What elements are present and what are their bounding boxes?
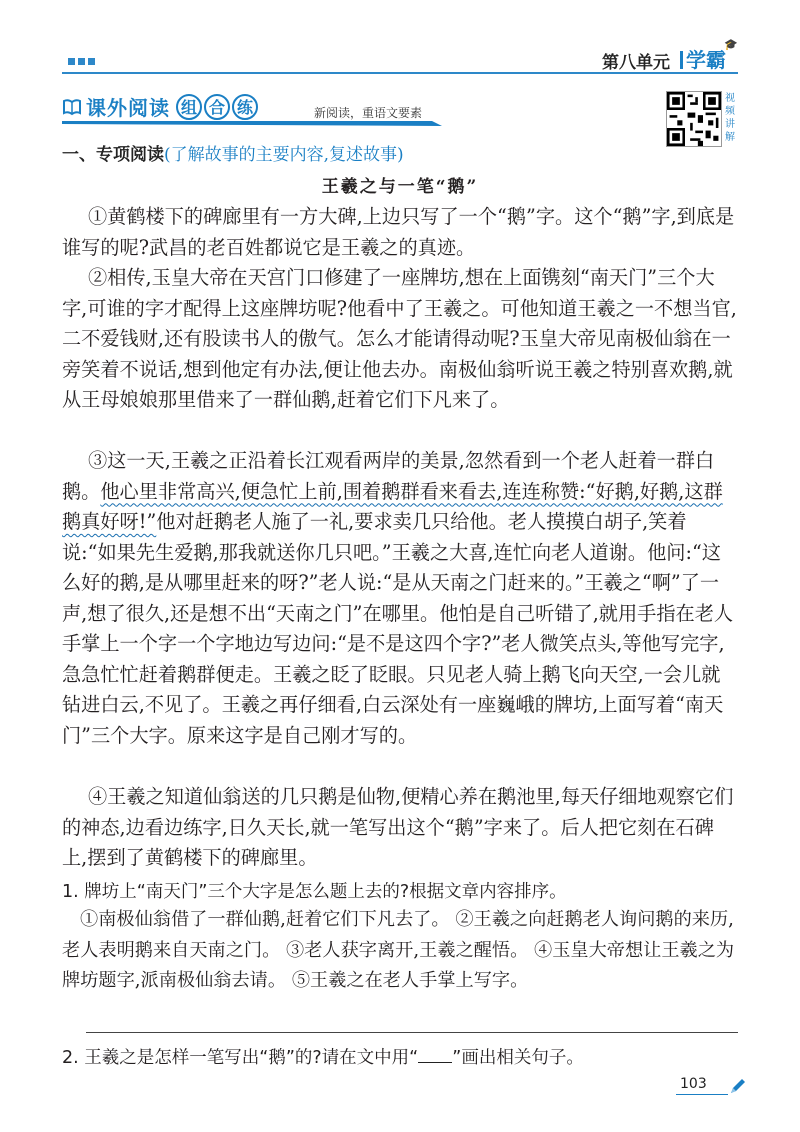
wavy-underlined-sentence: 他心里非常高兴,便急忙上前,围着鹅群看来看去,连连称赞:“好鹅,好鹅,这群鹅真好呀!” (62, 479, 723, 533)
paragraph-1 (62, 202, 738, 263)
paragraph-text: ①黄鹤楼下的碑廊里有一方大碑,上边只写了一个“鹅”字。这个“鹅”字,到底是谁写的呢?武昌的老百姓都说它是王羲之的真迹。 (62, 205, 735, 259)
graduation-cap-icon: 🎓 (724, 38, 738, 51)
question-2-text-end: ”画出相关句子。 (452, 1048, 584, 1068)
paragraph-2 (62, 263, 738, 416)
qr-code[interactable] (666, 91, 722, 147)
paragraph-text: 他对赶鹅老人施了一礼,要求卖几只给他。老人摸摸白胡子,笑着说:“如果先生爱鹅,那我就送你几只吧。”王羲之大喜,连忙向老人道谢。他问:“这么好的鹅,是从哪里赶来的呀?”老人说:“是从天南之门赶来的。”王羲之“啊”了一声,想了很久,还是想不出“天南之门”在哪里。他怕是自己听错了,就用手指在老人手掌上一个字一个字地边写边问:“是不是这四个字?”老人微笑点头,等他写完字,急急忙忙赶着鹅群便走。王羲之眨了眨眼。只见老人骑上鹅飞向天空,一会儿就钻进白云,不见了。王羲之再仔细看,白云深处有一座巍峨的牌坊,上面写着“南天门”三个大字。原来这字是自己刚才写的。 (62, 510, 734, 747)
unit-label: 第八单元 (602, 53, 670, 73)
paragraph-text: ④王羲之知道仙翁送的几只鹅是仙物,便精心养在鹅池里,每天仔细地观察它们的神态,边看边练字,日久天长,就一笔写出这个“鹅”字来了。后人把它刻在石碑上,摆到了黄鹤楼下的碑廊里。 (62, 785, 734, 869)
question-2 (62, 1044, 584, 1069)
underline-sample (418, 1048, 452, 1063)
section-badge (176, 94, 258, 120)
paragraph-text: ③这一天,王羲之正沿着长江观看两岸的美景,忽然看到一个老人赶着一群白鹅。 (62, 449, 715, 503)
brand-text: 学霸 (686, 48, 726, 72)
exercise-hint: (了解故事的主要内容,复述故事) (164, 145, 404, 165)
section-subtitle: 新阅读，重语文要素 (314, 106, 423, 120)
paragraph-text: ②相传,玉皇大帝在天宫门口修建了一座牌坊,想在上面镌刻“南天门”三个大字,可谁的字才配得上这座牌坊呢?他看中了王羲之。可他知道王羲之一不想当官,二不爱钱财,还有股读书人的傲气。怎么才能请得动呢?玉皇大帝见南极仙翁在一旁笑着不说话,想到他定有办法,便让他去办。南极仙翁听说王羲之特别喜欢鹅,就从王母娘娘那里借来了一群仙鹅,赶着它们下凡来了。 (62, 266, 737, 411)
section-header (62, 92, 258, 121)
brand-bar (680, 51, 683, 69)
page-number-rule (676, 1094, 728, 1095)
qr-caption: 视频讲解 (725, 93, 735, 143)
exercise-label: 一、专项阅读 (62, 145, 164, 165)
brand-logo (680, 38, 738, 73)
answer-line[interactable] (86, 1032, 738, 1033)
story-title: 王羲之与一笔“鹅” (321, 177, 479, 197)
question-1-options (62, 905, 742, 997)
header-decoration (68, 58, 95, 65)
pencil-icon (728, 1076, 748, 1096)
book-icon (62, 97, 82, 117)
paragraph-4 (62, 782, 738, 874)
section-title: 课外阅读 (86, 96, 170, 120)
question-2-text: 2. 王羲之是怎样一笔写出“鹅”的?请在文中用“ (62, 1048, 419, 1068)
badge-char: 练 (232, 94, 258, 120)
badge-char: 合 (204, 94, 230, 120)
page-number: 103 (680, 1076, 707, 1092)
question-1: 1. 牌坊上“南天门”三个大字是怎么题上去的?根据文章内容排序。 (62, 882, 567, 902)
paragraph-3 (62, 446, 738, 751)
exercise-heading (62, 140, 404, 165)
badge-char: 组 (176, 94, 202, 120)
options-text: ①南极仙翁借了一群仙鹅,赶着它们下凡去了。 ②王羲之向赶鹅老人询问鹅的来历,老人表明鹅来自天南之门。 ③老人获字离开,王羲之醒悟。 ④玉皇大帝想让王羲之为牌坊题字,派南极仙翁去请。 ⑤王羲之在老人手掌上写字。 (62, 909, 735, 991)
